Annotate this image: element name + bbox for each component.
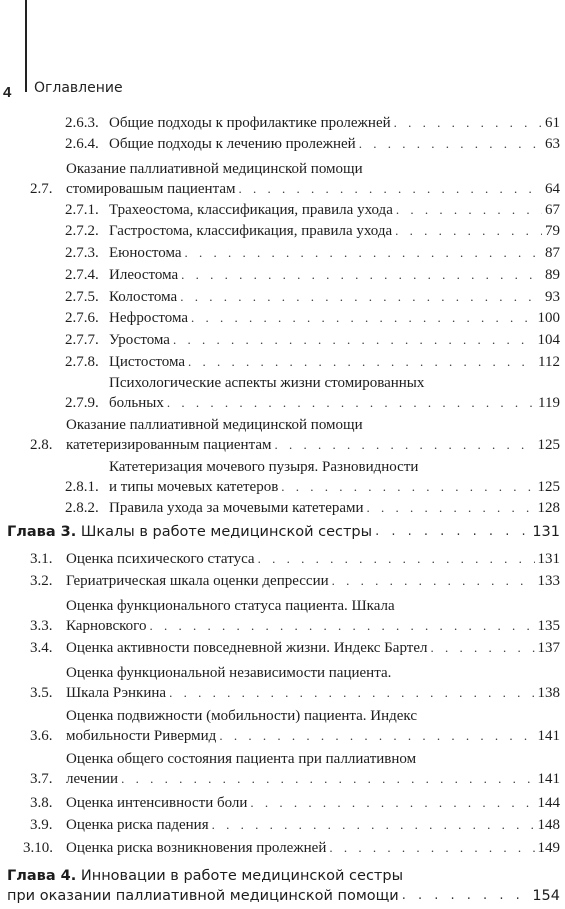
toc-entry-number: 2.7.6.	[65, 310, 99, 326]
toc-entry-number: 2.7.4.	[65, 267, 99, 283]
toc-entry-title: Оценка активности повседневной жизни. Индекс Бартел	[66, 640, 428, 656]
chapter-label: Глава 3.	[7, 524, 77, 540]
page-reference: 89	[545, 267, 560, 283]
toc-entry-number: 3.9.	[30, 817, 53, 833]
page-number: 4	[3, 84, 12, 101]
toc-entry-title: Шкалы в работе медицинской сестры	[80, 524, 373, 540]
toc-entry	[30, 793, 560, 813]
page-reference: 87	[545, 245, 560, 261]
dot-leader	[121, 769, 534, 789]
toc-entry	[65, 330, 560, 350]
toc-entry-title: Илеостома	[109, 267, 179, 283]
toc-entry-title: Оценка психического статуса	[66, 551, 255, 567]
toc-entry	[65, 200, 560, 220]
toc-entry-number: 2.7.8.	[65, 354, 99, 370]
page-reference: 149	[537, 840, 560, 856]
page-reference: 141	[537, 771, 560, 787]
toc-entry-title: Катетеризация мочевого пузыря. Разновидности	[109, 459, 419, 475]
page-reference: 100	[537, 310, 560, 326]
toc-entry-title: Колостома	[109, 289, 178, 305]
page-reference: 67	[545, 202, 560, 218]
toc-entry-title: Оказание паллиативной медицинской помощи	[66, 161, 363, 177]
page-reference: 93	[545, 289, 560, 305]
page-reference: 141	[537, 728, 560, 744]
toc-entry-title: Карновского	[66, 618, 147, 634]
page-reference: 131	[537, 551, 560, 567]
dot-leader	[219, 726, 534, 746]
page-reference: 133	[537, 573, 560, 589]
page-reference: 137	[537, 640, 560, 656]
toc-entry-title: Оказание паллиативной медицинской помощи	[66, 417, 363, 433]
toc-entry-number: 3.5.	[30, 685, 53, 701]
dot-leader	[430, 638, 534, 658]
dot-leader	[375, 522, 529, 542]
dot-leader	[181, 265, 542, 285]
toc-entry	[30, 706, 560, 746]
toc-entry	[65, 352, 560, 372]
toc-entry-number: 2.7.5.	[65, 289, 99, 305]
toc-entry	[30, 159, 560, 199]
toc-entry-number: 2.7.1.	[65, 202, 99, 218]
toc-entry-title: Оценка риска возникновения пролежней	[66, 840, 327, 856]
toc-entry-title: Гастростома, классификация, правила ухода	[109, 223, 393, 239]
toc-entry-title: Оценка риска падения	[66, 817, 209, 833]
toc-entry-number: 3.7.	[30, 771, 53, 787]
toc-entry	[30, 596, 560, 636]
page-reference: 125	[537, 437, 560, 453]
dot-leader	[281, 477, 534, 497]
toc-entry-title: и типы мочевых катетеров	[109, 479, 279, 495]
toc-entry-title: Правила ухода за мочевыми катетерами	[109, 500, 364, 516]
dot-leader	[185, 243, 542, 263]
dot-leader	[258, 549, 535, 569]
dot-leader	[367, 498, 535, 518]
dot-leader	[394, 113, 542, 133]
dot-leader	[180, 287, 542, 307]
dot-leader	[274, 435, 534, 455]
toc-entry	[30, 663, 560, 703]
dot-leader	[359, 134, 542, 154]
toc-entry-title: больных	[109, 395, 164, 411]
toc-entry-number: 2.6.3.	[65, 115, 99, 131]
page-reference: 64	[545, 181, 560, 197]
toc-entry-title: Шкала Рэнкина	[66, 685, 167, 701]
toc-entry	[30, 415, 560, 455]
dot-leader	[395, 221, 542, 241]
toc-entry-title: Общие подходы к профилактике пролежней	[109, 115, 391, 131]
toc-entry	[65, 498, 560, 518]
toc-entry	[65, 243, 560, 263]
toc-entry	[65, 113, 560, 133]
toc-entry-title: мобильности Ривермид	[66, 728, 217, 744]
dot-leader	[238, 179, 542, 199]
page-reference: 131	[532, 524, 560, 540]
page-reference: 79	[545, 223, 560, 239]
toc-entry-title: катетеризированным пациентам	[66, 437, 272, 453]
toc-entry-number: 2.7.3.	[65, 245, 99, 261]
toc-entry-number: 3.10.	[23, 840, 53, 856]
dot-leader	[329, 838, 534, 858]
page-reference: 144	[537, 795, 560, 811]
toc-entry-title: Оценка общего состояния пациента при паллиативном	[66, 751, 417, 767]
toc-entry-title: Цистостома	[109, 354, 186, 370]
dot-leader	[167, 393, 535, 413]
toc-entry-number: 2.6.4.	[65, 136, 99, 152]
page-reference: 104	[537, 332, 560, 348]
toc-entry-number: 2.7.7.	[65, 332, 99, 348]
toc-entry-title: Психологические аспекты жизни стомированных	[109, 375, 425, 391]
toc-entry	[23, 838, 560, 858]
toc-chapter-entry	[7, 866, 560, 906]
dot-leader	[402, 886, 530, 906]
toc-entry-title: Общие подходы к лечению пролежней	[109, 136, 356, 152]
page-reference: 112	[538, 354, 560, 370]
page-reference: 119	[538, 395, 560, 411]
toc-entry	[65, 373, 560, 413]
toc-entry	[65, 134, 560, 154]
toc-entry	[65, 287, 560, 307]
page-reference: 128	[537, 500, 560, 516]
toc-entry-number: 2.7.	[30, 181, 53, 197]
toc-entry-title: Оценка функционального статуса пациента. Шкала	[66, 598, 395, 614]
page-reference: 63	[545, 136, 560, 152]
toc-entry-number: 2.8.	[30, 437, 53, 453]
toc-entry-title: Инновации в работе медицинской сестры	[80, 868, 404, 884]
dot-leader	[188, 352, 535, 372]
toc-entry	[65, 308, 560, 328]
dot-leader	[212, 815, 535, 835]
dot-leader	[250, 793, 534, 813]
toc-entry-number: 2.7.2.	[65, 223, 99, 239]
toc-entry	[30, 549, 560, 569]
toc-entry	[30, 638, 560, 658]
dot-leader	[173, 330, 535, 350]
dot-leader	[332, 571, 535, 591]
page-reference: 125	[537, 479, 560, 495]
toc-entry-number: 2.8.1.	[65, 479, 99, 495]
toc-entry-number: 3.4.	[30, 640, 53, 656]
toc-entry-number: 3.2.	[30, 573, 53, 589]
toc-entry	[30, 749, 560, 789]
toc-entry-title: Оценка подвижности (мобильности) пациента. Индекс	[66, 708, 418, 724]
page-reference: 135	[537, 618, 560, 634]
toc-entry-number: 3.1.	[30, 551, 53, 567]
toc-entry	[65, 457, 560, 497]
page-reference: 61	[545, 115, 560, 131]
toc-entry-title: Гериатрическая шкала оценки депрессии	[66, 573, 329, 589]
toc-entry-title: Уростома	[109, 332, 170, 348]
toc-entry	[30, 571, 560, 591]
toc-entry-title: Оценка интенсивности боли	[66, 795, 248, 811]
page-reference: 138	[537, 685, 560, 701]
toc-chapter-entry	[7, 522, 560, 542]
toc-entry	[65, 265, 560, 285]
chapter-label: Глава 4.	[7, 868, 77, 884]
page-reference: 148	[537, 817, 560, 833]
toc-entry-title: Трахеостома, классификация, правила ухода	[109, 202, 393, 218]
header-rule	[25, 0, 27, 92]
toc-entry-title: стомировашым пациентам	[66, 181, 236, 197]
dot-leader	[396, 200, 542, 220]
running-title: Оглавление	[34, 80, 123, 96]
toc-entry-title: Оценка функциональной независимости пациента.	[66, 665, 392, 681]
toc-entry-title: лечении	[66, 771, 119, 787]
toc-entry-number: 3.6.	[30, 728, 53, 744]
toc-entry-title: Нефростома	[109, 310, 189, 326]
toc-entry-title: при оказании паллиативной медицинской помощи	[7, 888, 399, 904]
toc-entry	[30, 815, 560, 835]
toc-entry	[65, 221, 560, 241]
toc-entry-number: 3.8.	[30, 795, 53, 811]
dot-leader	[191, 308, 534, 328]
dot-leader	[149, 616, 534, 636]
toc-entry-number: 3.3.	[30, 618, 53, 634]
page-reference: 154	[532, 888, 560, 904]
dot-leader	[169, 683, 534, 703]
toc-entry-number: 2.8.2.	[65, 500, 99, 516]
toc-entry-number: 2.7.9.	[65, 395, 99, 411]
toc-entry-title: Еюностома	[109, 245, 182, 261]
